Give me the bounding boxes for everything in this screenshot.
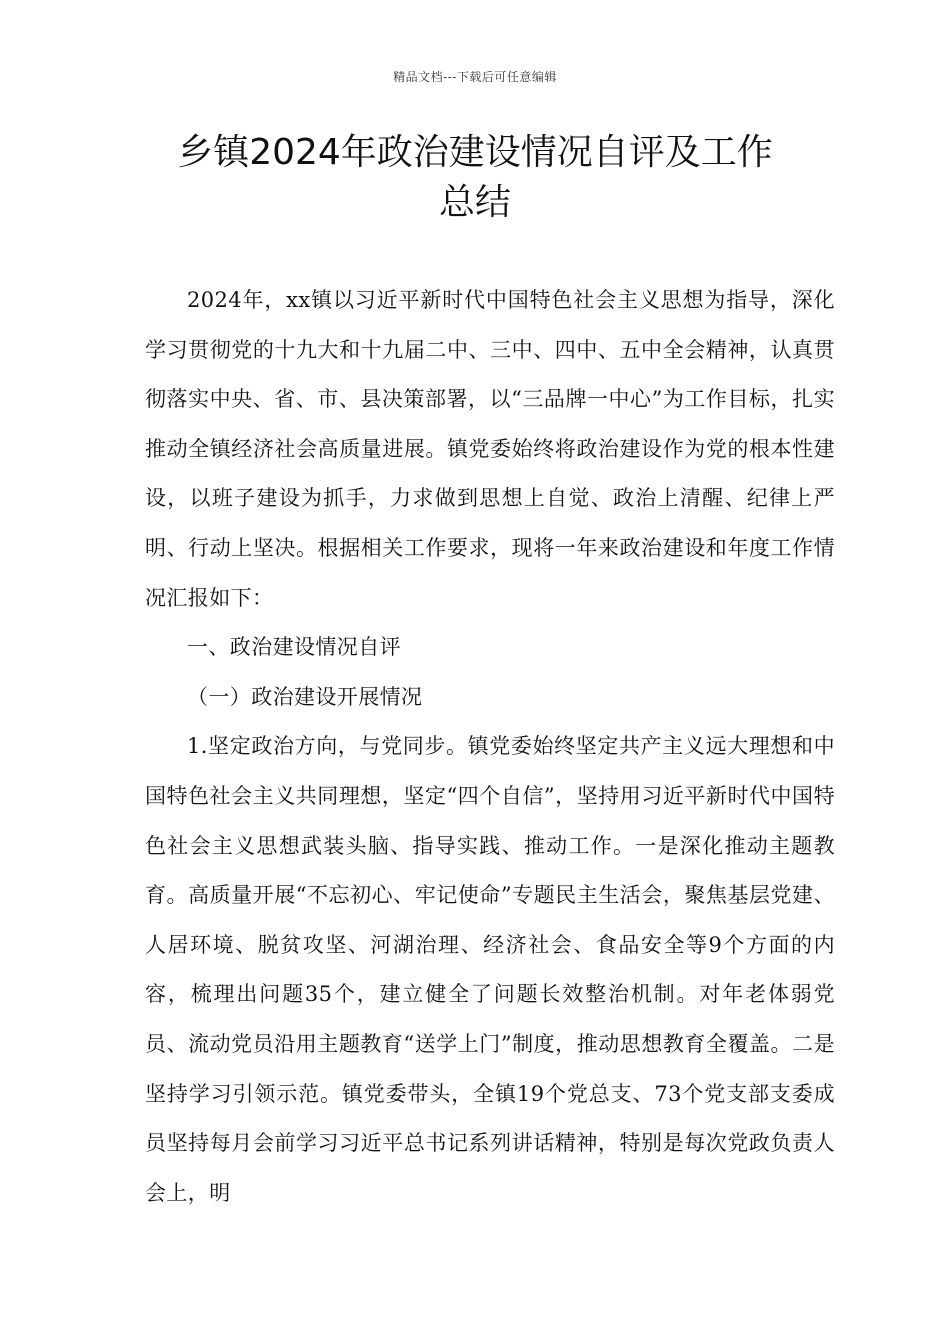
document-title xyxy=(140,128,810,228)
section-heading: 一、政治建设情况自评 xyxy=(187,635,401,660)
subsection-heading: （一）政治建设开展情况 xyxy=(187,684,423,709)
title-line-2: 总结 xyxy=(438,182,511,223)
body-paragraph: 1.坚定政治方向，与党同步。镇党委始终坚定共产主义远大理想和中国特色社会主义共同理想，坚定“四个自信”，坚持用习近平新时代中国特色社会主义思想武装头脑、指导实践、推动工作。一是深化推动主题教育。高质量开展“不忘初心、牢记使命”专题民主生活会，聚焦基层党建、人居环境、脱贫攻坚、河湖治理、经济社会、食品安全等9个方面的内容，梳理出问题35个，建立健全了问题长效整治机制。对年老体弱党员、流动党员沿用主题教育“送学上门”制度，推动思想教育全覆盖。二是坚持学习引领示范。镇党委带头，全镇19个党总支、73个党支部支委成员坚持每月会前学习习近平总书记系列讲话精神，特别是每次党政负责人会上，明 xyxy=(145,734,835,1205)
document-body xyxy=(145,276,835,1218)
header-note: 精品文档---下载后可任意编辑 xyxy=(393,70,557,84)
title-line-1: 乡镇2024年政治建设情况自评及工作 xyxy=(177,132,773,173)
intro-paragraph: 2024年，xx镇以习近平新时代中国特色社会主义思想为指导，深化学习贯彻党的十九大和十九届二中、三中、四中、五中全会精神，认真贯彻落实中央、省、市、县决策部署，以“三品牌一中心”为工作目标，扎实推动全镇经济社会高质量进展。镇党委始终将政治建设作为党的根本性建设，以班子建设为抓手，力求做到思想上自觉、政治上清醒、纪律上严明、行动上坚决。根据相关工作要求，现将一年来政治建设和年度工作情况汇报如下： xyxy=(145,288,835,610)
